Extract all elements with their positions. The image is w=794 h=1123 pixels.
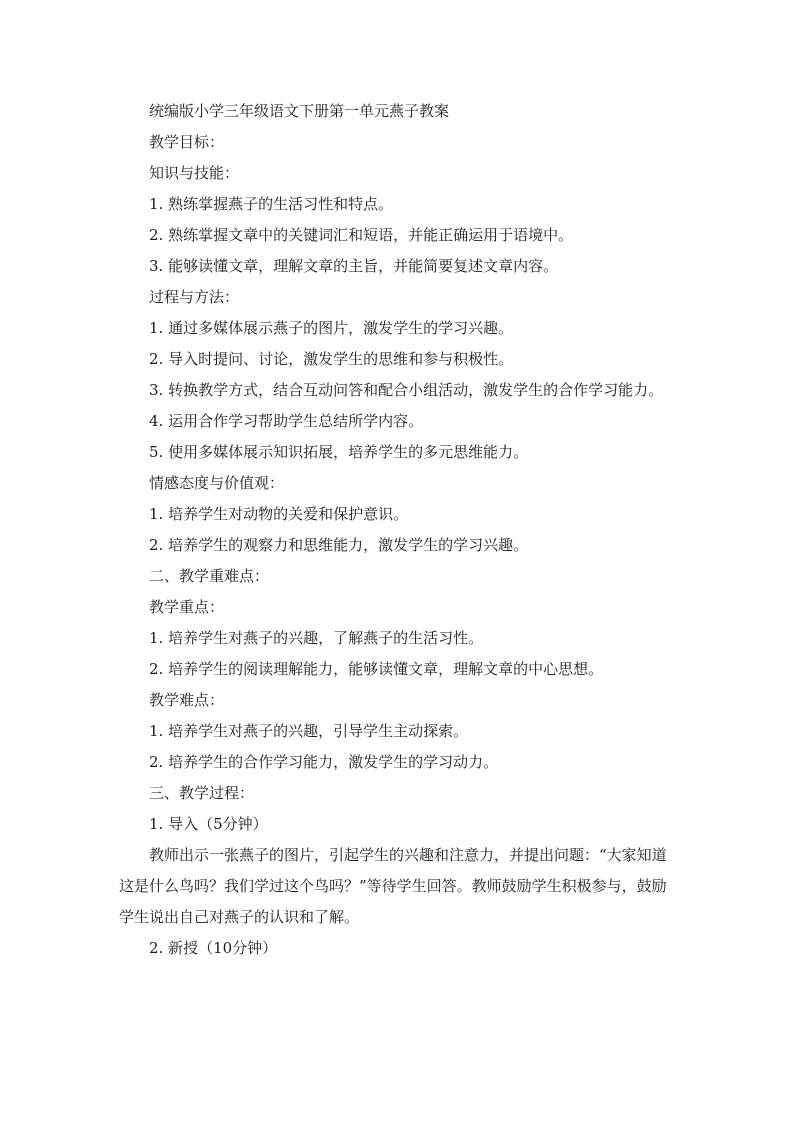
step-heading: 1. 导入（5分钟） <box>149 815 268 833</box>
subsection-heading: 过程与方法： <box>149 288 240 306</box>
list-item: 1. 通过多媒体展示燕子的图片，激发学生的学习兴趣。 <box>149 319 514 337</box>
list-item: 2. 培养学生的阅读理解能力，能够读懂文章，理解文章的中心思想。 <box>149 660 604 678</box>
list-item: 2. 熟练掌握文章中的关键词汇和短语，并能正确运用于语境中。 <box>149 226 574 244</box>
document-title: 统编版小学三年级语文下册第一单元燕子教案 <box>149 102 450 120</box>
document-body <box>119 96 679 964</box>
subsection-heading: 教学重点： <box>149 598 225 616</box>
section-heading: 教学目标： <box>149 133 225 151</box>
subsection-heading: 教学难点： <box>149 691 225 709</box>
list-item: 1. 熟练掌握燕子的生活习性和特点。 <box>149 195 394 213</box>
list-item: 2. 培养学生的观察力和思维能力，激发学生的学习兴趣。 <box>149 536 529 554</box>
list-item: 3. 能够读懂文章，理解文章的主旨，并能简要复述文章内容。 <box>149 257 559 275</box>
list-item: 4. 运用合作学习帮助学生总结所学内容。 <box>149 412 424 430</box>
body-paragraph: 教师出示一张燕子的图片，引起学生的兴趣和注意力，并提出问题：“大家知道这是什么鸟吗？我们学过这个鸟吗？”等待学生回答。教师鼓励学生积极参与，鼓励学生说出自己对燕子的认识和了解。 <box>119 846 667 926</box>
subsection-heading: 情感态度与价值观： <box>149 474 285 492</box>
list-item: 1. 培养学生对燕子的兴趣，了解燕子的生活习性。 <box>149 629 484 647</box>
list-item: 2. 导入时提问、讨论，激发学生的思维和参与积极性。 <box>149 350 514 368</box>
section-heading: 三、教学过程： <box>149 784 255 802</box>
list-item: 5. 使用多媒体展示知识拓展，培养学生的多元思维能力。 <box>149 443 529 461</box>
list-item: 3. 转换教学方式，结合互动问答和配合小组活动，激发学生的合作学习能力。 <box>149 381 664 399</box>
section-heading: 二、教学重难点： <box>149 567 270 585</box>
list-item: 2. 培养学生的合作学习能力，激发学生的学习动力。 <box>149 753 499 771</box>
step-heading: 2. 新授（10分钟） <box>149 939 278 957</box>
list-item: 1. 培养学生对动物的关爱和保护意识。 <box>149 505 409 523</box>
subsection-heading: 知识与技能： <box>149 164 240 182</box>
list-item: 1. 培养学生对燕子的兴趣，引导学生主动探索。 <box>149 722 469 740</box>
